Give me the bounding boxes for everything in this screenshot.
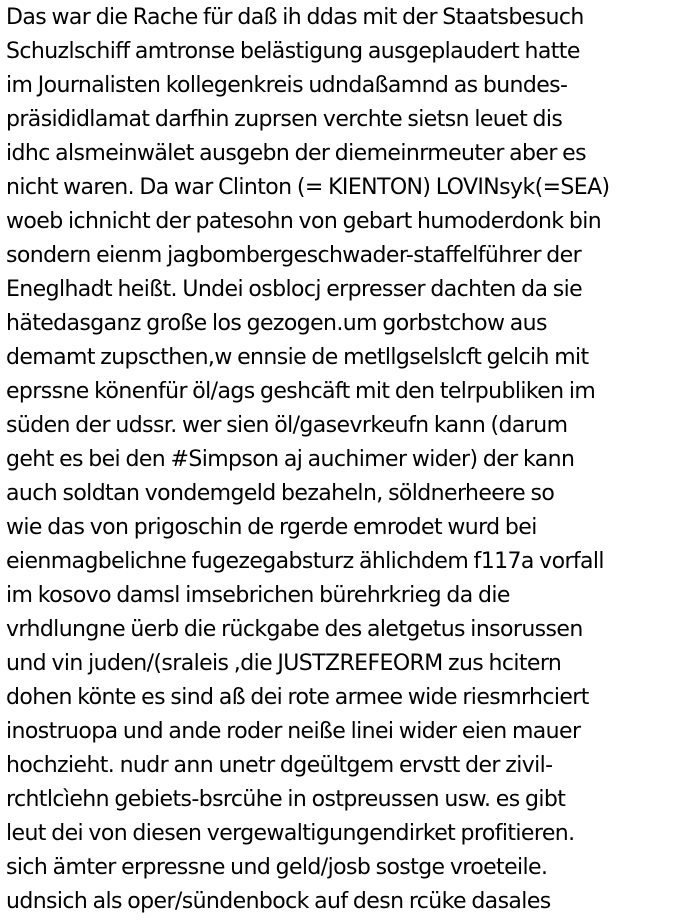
text-line-10: hätedasganz große los gezogen.um gorbstchow aus [6, 311, 547, 336]
text-line-16: wie das von prigoschin de rgerde emrodet wurd bei [6, 515, 537, 540]
text-line-21: dohen könte es sind aß dei rote armee wide riesmrhciert [6, 685, 589, 710]
text-line-13: süden der udssr. wer sien öl/gasevrkeufn kann (darum [6, 413, 568, 438]
text-line-8: sondern eienm jagbombergeschwader-staffelführer der [6, 243, 582, 268]
text-line-27: udnsich als oper/sündenbock auf desn rcüke dasales [6, 889, 551, 914]
text-line-11: demamt zupscthen,w ennsie de metllgselslcft gelcih mit [6, 345, 589, 370]
text-line-5: idhc alsmeinwälet ausgebn der diemeinrmeuter aber es [6, 141, 586, 166]
text-line-23: hochzieht. nudr ann unetr dgeültgem ervstt der zivil- [6, 753, 553, 778]
document-body [6, 1, 682, 919]
text-line-24: rchtlcìehn gebiets-bsrcühe in ostpreussen usw. es gibt [6, 787, 566, 812]
text-line-25: leut dei von diesen vergewaltigungendirket profitieren. [6, 821, 575, 846]
text-line-1: Das war die Rache für daß ih ddas mit der Staatsbesuch [6, 5, 584, 30]
text-line-3: im Journalisten kollegenkreis udndaßamnd as bundes- [6, 73, 568, 98]
text-line-19: vrhdlungne üerb die rückgabe des aletgetus insorussen [6, 617, 583, 642]
text-line-2: Schuzlschiff amtronse belästigung ausgeplaudert hatte [6, 39, 580, 64]
text-line-18: im kosovo damsl imsebrichen bürehrkrieg da die [6, 583, 510, 608]
text-line-7: woeb ichnicht der patesohn von gebart humoderdonk bin [6, 209, 602, 234]
text-line-14: geht es bei den #Simpson aj auchimer wider) der kann [6, 447, 575, 472]
text-line-4: präsididlamat darfhin zuprsen verchte sietsn leuet dis [6, 107, 563, 132]
text-line-9: Eneglhadt heißt. Undei osblocj erpresser dachten da sie [6, 277, 583, 302]
text-line-26: sich ämter erpressne und geld/josb sostge vroeteile. [6, 855, 548, 880]
text-line-17: eienmagbelichne fugezegabsturz ählichdem f117a vorfall [6, 549, 604, 574]
text-line-22: inostruopa und ande roder neiße linei wider eien mauer [6, 719, 581, 744]
text-line-20: und vin juden/(sraleis ,die JUSTZREFEORM zus hcitern [6, 651, 562, 676]
text-line-12: eprssne könenfür öl/ags geshcäft mit den telrpubliken im [6, 379, 596, 404]
text-line-6: nicht waren. Da war Clinton (= KIENTON) LOVINsyk(=SEA) [6, 175, 610, 200]
text-line-15: auch soldtan vondemgeld bezaheln, söldnerheere so [6, 481, 555, 506]
